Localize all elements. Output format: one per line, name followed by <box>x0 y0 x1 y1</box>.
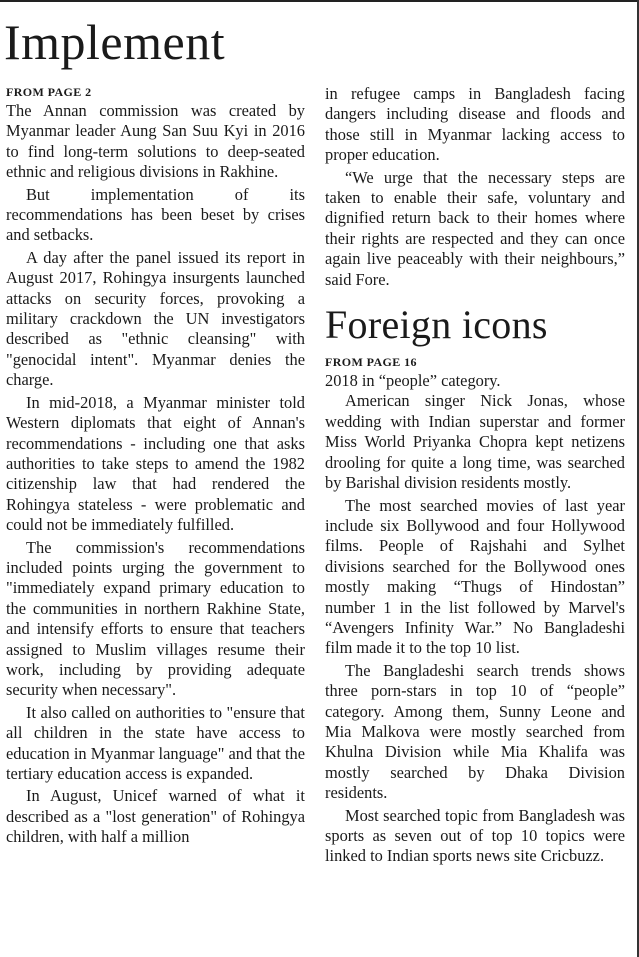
page-reference-foreign-icons: FROM PAGE 16 <box>325 355 417 370</box>
left-column <box>6 84 305 848</box>
article-headline-implement: Implement <box>4 14 226 70</box>
paragraph: 2018 in “people” category. <box>325 371 501 391</box>
paragraph: A day after the panel issued its report in August 2017, Rohingya insurgents launched attacks on security forces, provoking a military crackdown the UN investigators described as "ethnic cleansing" with "genocidal intent". Myanmar denies the charge. <box>6 247 305 390</box>
paragraph-continuation: in refugee camps in Bangladesh facing dangers including disease and floods and those still in Myanmar lacking access to proper education. <box>325 84 625 165</box>
paragraph: The Bangladeshi search trends shows three porn-stars in top 10 of “people” category. Among them, Sunny Leone and Mia Malkova were mostly searched from Khulna Division while Mia Khalifa was mostly searched by Dhaka Division residents. <box>325 660 625 803</box>
paragraph: The commission's recommendations included points urging the government to "immediately expand primary education to the communities in northern Rakhine State, and intensify efforts to ensure that teachers assigned to Muslim villages resume their work, including by providing adequate security when necessary". <box>6 537 305 700</box>
paragraph: American singer Nick Jonas, whose wedding with Indian superstar and former Miss World Priyanka Chopra kept netizens drooling for quite a long time, was searched by Barishal division residents mostly. <box>325 391 625 493</box>
paragraph: Most searched topic from Bangladesh was sports as seven out of top 10 topics were linked to Indian sports news site Cricbuzz. <box>325 805 625 866</box>
paragraph-continued: In August, Unicef warned of what it described as a "lost generation" of Rohingya children, with half a million <box>6 786 305 847</box>
right-column <box>325 84 625 867</box>
article-headline-foreign-icons: Foreign icons <box>325 302 548 348</box>
paragraph: In mid-2018, a Myanmar minister told Western diplomats that eight of Annan's recommendations - including one that asks authorities to take steps to amend the 1982 citizenship law that had rendered the Rohingya stateless - were problematic and could not be immediately fulfilled. <box>6 392 305 535</box>
paragraph: The Annan commission was created by Myanmar leader Aung San Suu Kyi in 2016 to find long-term solutions to deep-seated ethnic and religious divisions in Rakhine. <box>6 101 305 182</box>
paragraph: It also called on authorities to "ensure that all children in the state have access to education in Myanmar language" and that the tertiary education access is expanded. <box>6 702 305 783</box>
paragraph: But implementation of its recommendations has been beset by crises and setbacks. <box>6 184 305 245</box>
top-rule <box>0 0 639 2</box>
paragraph-quote: “We urge that the necessary steps are taken to enable their safe, voluntary and dignified return back to their homes where their rights are respected and they can once again live peaceably with their neighbours,” said Fore. <box>325 167 625 289</box>
paragraph: The most searched movies of last year include six Bollywood and four Hollywood films. People of Rajshahi and Sylhet divisions searched for the Bollywood ones mostly making “Thugs of Hindostan” number 1 in the list followed by Marvel's “Avengers Infinity War.” No Bangladeshi film made it to the top 10 list. <box>325 495 625 658</box>
page-reference-implement: FROM PAGE 2 <box>6 85 92 99</box>
